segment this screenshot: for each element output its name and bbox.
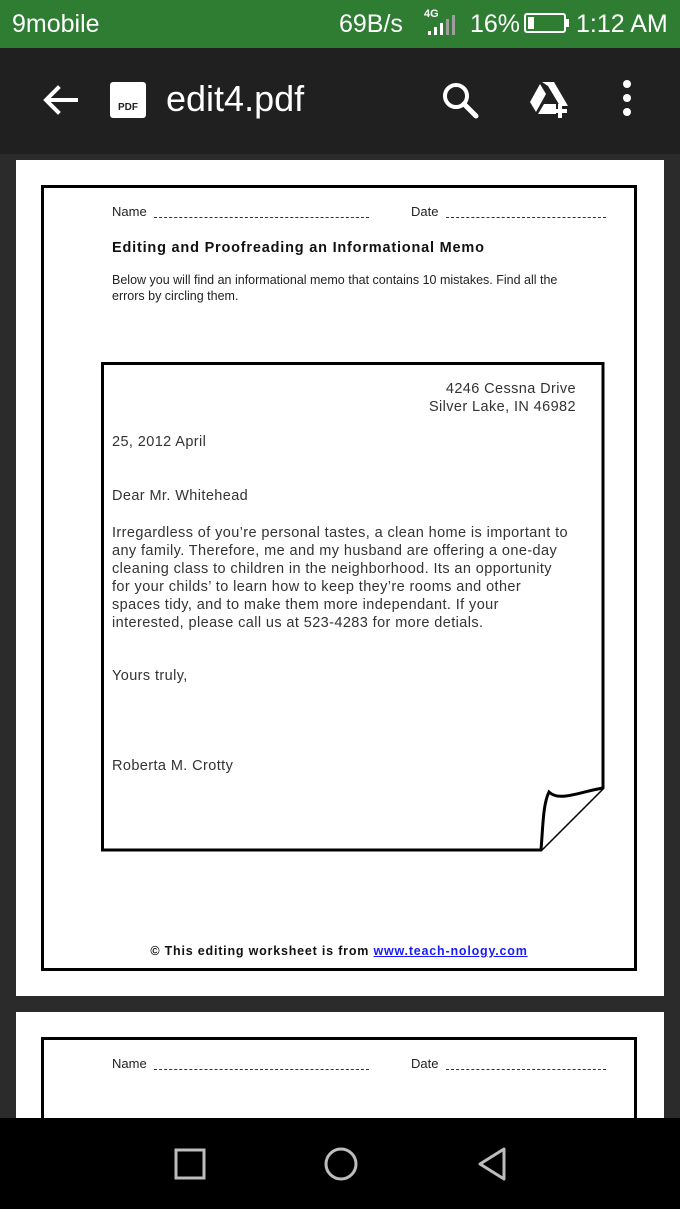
memo-address-line1: 4246 Cessna Drive (445, 381, 576, 397)
date-label: Date (411, 204, 439, 219)
search-icon[interactable] (438, 78, 482, 122)
memo-address (429, 380, 576, 416)
worksheet-title: Editing and Proofreading an Informational Memo (112, 240, 485, 256)
footer-link[interactable]: www.teach-nology.com (373, 944, 528, 958)
name-date-row-2 (112, 1056, 607, 1076)
footer-text: © This editing worksheet is from (150, 944, 374, 958)
signal-icon (424, 7, 460, 37)
back-triangle-icon[interactable] (472, 1144, 512, 1184)
pdf-page-1 (16, 160, 664, 996)
status-bar (0, 0, 680, 48)
battery-icon (524, 12, 570, 34)
more-vert-icon[interactable] (612, 78, 642, 122)
worksheet-instructions: Below you will find an informational memo that contains 10 mistakes. Find all the errors by circling them. (112, 273, 558, 303)
name-label: Name (112, 204, 147, 219)
document-title: edit4.pdf (166, 78, 305, 119)
network-type: 4G (424, 8, 439, 20)
network-speed: 69B/s (339, 10, 403, 38)
memo-body: Irregardless of you’re personal tastes, a clean home is important to any family. Therefore, me and my husband are offering a one-day cleaning class to children in the neighborhood. Its an opportunity for your childs’ to learn how to keep they’re rooms and other spaces tidy, and to make them more independant. If your interested, please call us at 523-4283 for more detials. (112, 525, 568, 631)
worksheet-footer (44, 944, 634, 958)
recents-square-icon[interactable] (170, 1144, 210, 1184)
worksheet-frame (41, 185, 637, 971)
date-line (446, 217, 606, 218)
pdf-badge-label: PDF (118, 102, 138, 113)
drive-add-icon[interactable] (526, 78, 574, 122)
name-line (154, 217, 369, 218)
pdf-page-2 (16, 1012, 664, 1118)
carrier-name: 9mobile (12, 10, 100, 38)
pdf-file-icon (110, 82, 146, 118)
name-line (154, 1069, 369, 1070)
back-arrow-icon[interactable] (38, 78, 82, 122)
system-nav-bar (0, 1118, 680, 1209)
memo-greeting: Dear Mr. Whitehead (112, 488, 249, 504)
page-curl (541, 788, 603, 850)
document-viewer[interactable] (0, 154, 680, 1118)
memo-address-line2: Silver Lake, IN 46982 (428, 399, 576, 415)
worksheet-frame-2 (41, 1037, 637, 1118)
battery-percent: 16% (470, 10, 521, 38)
memo-closing: Yours truly, (112, 668, 188, 684)
date-line (446, 1069, 606, 1070)
clock: 1:12 AM (576, 10, 668, 38)
name-label: Name (112, 1056, 147, 1071)
memo-signature: Roberta M. Crotty (112, 758, 234, 774)
name-date-row (112, 204, 607, 224)
app-bar (0, 48, 680, 154)
memo-date: 25, 2012 April (112, 434, 207, 450)
home-circle-icon[interactable] (321, 1144, 361, 1184)
date-label: Date (411, 1056, 439, 1071)
